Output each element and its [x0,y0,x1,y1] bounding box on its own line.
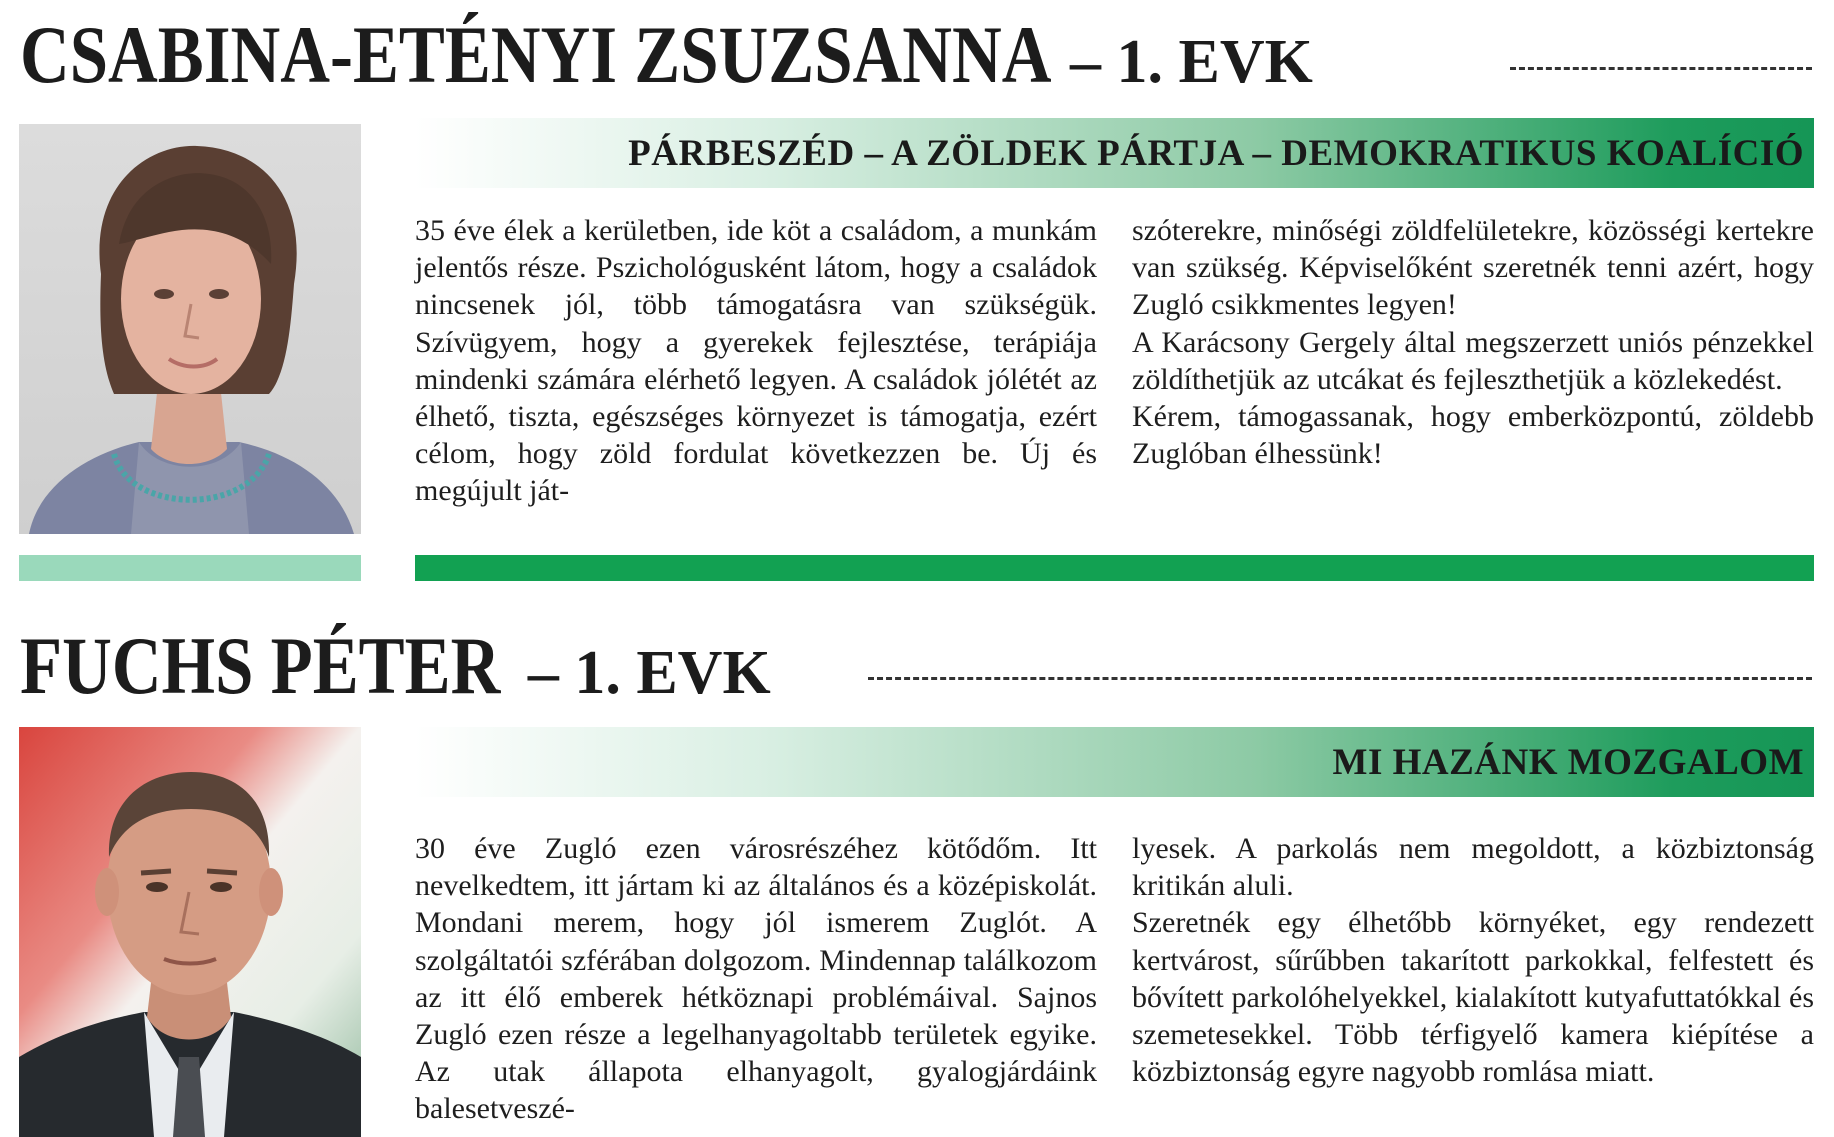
candidate-1-party-bar [415,118,1814,188]
candidate-2-name: FUCHS PÉTER [20,620,501,711]
candidate-2-paragraph: lyesek. A parkolás nem megoldott, a közbiztonság kritikán aluli. [1132,832,1814,903]
candidate-1-paragraph: Kérem, támogassanak, hogy emberközpontú, zöldebb Zuglóban élhessünk! [1132,400,1814,471]
candidate-1-paragraph: szóterekre, minőségi zöldfelületekre, közösségi kertekre van szükség. Képviselőként szeretnék tenni azért, hogy Zugló csikkmentes legyen! [1132,214,1814,322]
candidate-1-dash-rule [1510,67,1812,70]
section-divider-light [19,555,361,581]
candidate-2-paragraph: 30 éve Zugló ezen városrészéhez kötődőm. Itt nevelkedtem, itt jártam ki az általános és a középiskolát. Mondani merem, hogy jól ismerem Zuglót. A szolgáltatói szférában dolgozom. Mindennap találkozom az itt élő emberek hétköznapi problémáival. Sajnos Zugló ezen része a legelhanyagoltabb területek egyike. Az utak állapota elhanyagolt, gyalogjárdáink balesetveszé- [415,832,1097,1126]
candidate-2-party: MI HAZÁNK MOZGALOM [1332,741,1804,783]
candidate-2-district: – 1. EVK [527,639,771,707]
candidate-1-text-col-2 [1132,212,1814,472]
candidate-1-headline [20,9,1313,100]
section-divider-dark [415,555,1814,581]
candidate-1-paragraph: A Karácsony Gergely által megszerzett uniós pénzekkel zöldíthetjük az utcákat és fejleszthetjük a közlekedést. [1132,325,1814,396]
candidate-2-text-col-2 [1132,830,1814,1090]
candidate-2-party-bar [415,727,1814,797]
candidate-1-district: – 1. EVK [1070,28,1313,96]
candidate-1-photo [19,124,361,534]
candidate-1-text-col-1 [415,212,1097,510]
candidate-2-photo [19,727,361,1137]
candidate-1-paragraph: 35 éve élek a kerületben, ide köt a családom, a munkám jelentős része. Pszichológusként látom, hogy a családok nincsenek jól, több támogatásra van szükségük. Szívügyem, hogy a gyerekek fejlesztése, terápiája mindenki számára elérhető legyen. A családok jólétét az élhető, tiszta, egészséges környezet is támogatja, ezért célom, hogy zöld fordulat következzen be. Új és megújult ját- [415,214,1097,508]
candidate-2-text-col-1 [415,830,1097,1128]
candidate-2-dash-rule [868,677,1812,680]
candidate-2-paragraph: Szeretnék egy élhetőbb környéket, egy rendezett kertvárost, sűrűbben takarított parkokkal, felfestett és bővített parkolóhelyekkel, kialakított kutyafuttatókkal és szemetesekkel. Több térfigyelő kamera kiépítése a közbiztonság egyre nagyobb romlása miatt. [1132,906,1814,1089]
candidate-1-name: CSABINA-ETÉNYI ZSUZSANNA [20,9,1052,100]
candidate-1-party: PÁRBESZÉD – A ZÖLDEK PÁRTJA – DEMOKRATIKUS KOALÍCIÓ [628,132,1804,174]
candidate-2-headline [20,620,771,711]
